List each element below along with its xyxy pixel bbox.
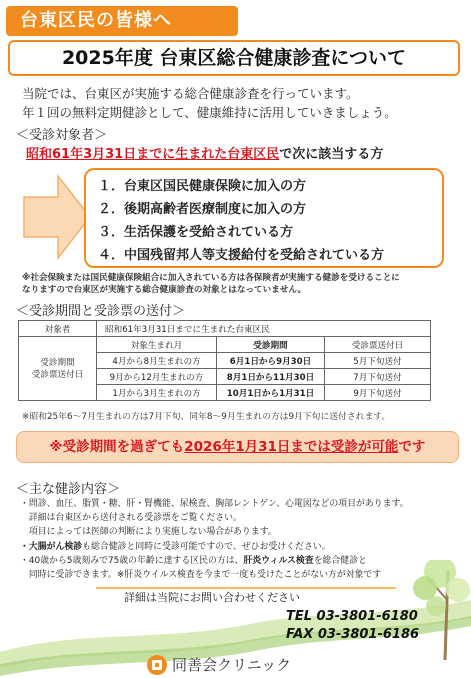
table-cell: 7月下旬送付 <box>325 369 431 385</box>
table-row <box>19 321 431 337</box>
table-cell: 1月から3月生まれの方 <box>97 385 217 401</box>
contents-line-pre: ・40歳から5歳刻みで75歳の年齢に達する区民の方は、 <box>20 555 244 566</box>
intro-line-1: 当院では、台東区が実施する総合健康診査を行っています。 <box>22 86 359 101</box>
arrow-right-icon <box>22 172 92 262</box>
intro-text <box>22 84 397 122</box>
table-cell: 9月下旬送付 <box>325 385 431 401</box>
condition-item: ３．生活保護を受給されている方 <box>98 225 294 240</box>
col-header-cell: 受診票送付日 <box>325 337 431 353</box>
contents-heading: ＜主な健診内容＞ <box>16 482 121 497</box>
phone-block <box>286 608 419 644</box>
fax-number: FAX 03-3801-6186 <box>286 627 420 642</box>
tel-number: TEL 03-3801-6180 <box>286 609 418 624</box>
target-value-cell: 昭和61年3月31日までに生まれた台東区民 <box>97 321 431 337</box>
insurance-note <box>22 272 462 296</box>
clinic-name: 同善会クリニック <box>172 656 292 674</box>
condition-item: ２．後期高齢者医療制度に加入の方 <box>98 202 307 217</box>
schedule-table <box>18 320 431 401</box>
header-tab: 台東区民の皆様へ <box>6 6 238 36</box>
row-header-1: 受診期間 <box>40 357 75 368</box>
col-header-cell: 対象生まれ月 <box>97 337 217 353</box>
target-label-cell: 対象者 <box>19 321 97 337</box>
condition-item: １．台東区国民健康保険に加入の方 <box>98 179 307 194</box>
table-row <box>19 337 431 353</box>
schedule-note: ※昭和25年6～7月生まれの方は7月下旬、同年8～9月生まれの方は9月下旬に送付されます。 <box>22 412 391 422</box>
contents-line: 同時に受診できます。※肝炎ウイルス検査を今まで一度も受けたことがない方が対象です <box>20 570 382 581</box>
colon-cancer-label: ・大腸がん検診 <box>20 541 83 552</box>
contents-line: 項目によっては医師の判断により実施しない場合があります。 <box>20 527 277 538</box>
contact-label: 詳細は当院にお問い合わせください <box>118 589 306 605</box>
conditions-box <box>84 168 444 268</box>
banner-suffix: です <box>398 439 426 455</box>
contents-line <box>20 540 460 554</box>
deadline-banner <box>16 431 459 463</box>
condition-item: ４．中国残留邦人等支援給付を受給されている方 <box>98 248 385 263</box>
eligibility-suffix: で次に該当する方 <box>279 147 384 162</box>
banner-prefix: ※受診期間を過ぎても <box>49 439 185 455</box>
table-cell: 8月1日から11月30日 <box>217 369 325 385</box>
insurance-note-line-2: なりますので台東区が実施する総合健康診査の対象とはなっていません。 <box>22 285 307 295</box>
banner-deadline: 2026年1月31日までは受診が可能 <box>184 439 399 455</box>
intro-line-2: 年１回の無料定期健診として、健康維持に活用していきましょう。 <box>22 105 397 120</box>
schedule-heading: ＜受診期間と受診票の送付＞ <box>16 304 186 319</box>
clinic-logo-icon <box>146 654 168 676</box>
contents-line-rest: も総合健診と同時に受診可能ですので、ぜひお受けください。 <box>82 541 331 552</box>
col-header-cell: 受診期間 <box>217 337 325 353</box>
table-cell: 5月下旬送付 <box>325 353 431 369</box>
row-header-2: 受診票送付日 <box>31 369 84 380</box>
table-cell: 10月1日から1月31日 <box>217 385 325 401</box>
eligibility-heading: ＜受診対象者＞ <box>16 128 108 143</box>
eligibility-highlight: 昭和61年3月31日までに生まれた台東区民 <box>26 147 280 162</box>
table-cell: 9月から12月生まれの方 <box>97 369 217 385</box>
contents-line-post: を総合健診と <box>313 555 367 566</box>
page-title: 2025年度 台東区総合健康診査について <box>8 40 460 76</box>
row-header-cell <box>19 337 97 401</box>
insurance-note-line-1: ※社会保険または国民健康保険組合に加入されている方は各保険者が実施する健診を受けることに <box>22 273 400 283</box>
hepatitis-label: 肝炎ウィルス検査 <box>243 555 314 566</box>
eligibility-target <box>26 143 383 162</box>
table-cell: 6月1日から9月30日 <box>217 353 325 369</box>
contents-line: ・問診、血圧、脂質・糖、肝・腎機能、尿検査、胸部レントゲン、心電図などの項目があります。 <box>20 499 409 509</box>
contents-line: 詳細は台東区から送付される受診票をご覧ください。 <box>20 513 242 524</box>
table-cell: 4月から8月生まれの方 <box>97 353 217 369</box>
